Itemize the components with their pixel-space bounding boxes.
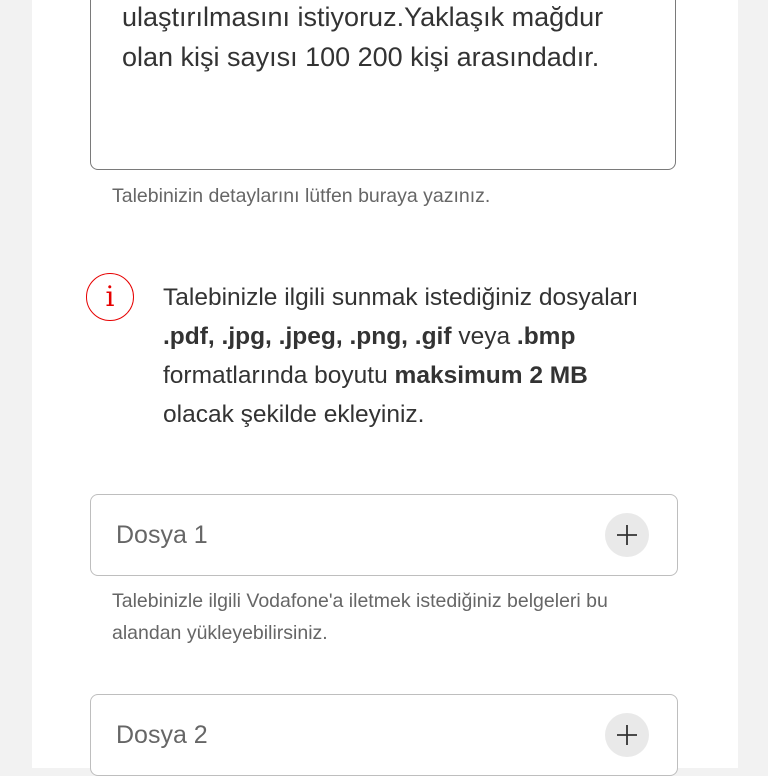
file-format-info: [163, 278, 723, 434]
info-line-4: olacak şekilde ekleyiniz.: [163, 401, 425, 428]
file-upload-1-label: Dosya 1: [116, 521, 208, 549]
info-max-size: maksimum 2 MB: [394, 362, 588, 389]
info-formats: .pdf, .jpg, .jpeg, .png, .gif: [163, 323, 452, 350]
info-icon: i: [86, 273, 134, 321]
file-upload-2-label: Dosya 2: [116, 721, 208, 749]
details-textarea-value: ulaştırılmasını istiyoruz.Yaklaşık mağdur olan kişi sayısı 100 200 kişi arasındadır.: [122, 2, 604, 72]
file-upload-2-add-button[interactable]: [605, 713, 649, 757]
form-page: [32, 0, 738, 768]
plus-icon: [616, 524, 638, 546]
details-textarea[interactable]: [90, 0, 676, 170]
info-line-3: formatlarında boyutu: [163, 362, 395, 389]
details-helper-text: Talebinizin detaylarını lütfen buraya yazınız.: [112, 185, 491, 207]
file-upload-1[interactable]: [90, 494, 678, 576]
info-line-1: Talebinizle ilgili sunmak istediğiniz dosyaları: [163, 284, 639, 311]
plus-icon: [616, 724, 638, 746]
file-upload-2[interactable]: [90, 694, 678, 776]
info-bmp: .bmp: [516, 323, 576, 350]
info-veya: veya: [451, 323, 517, 350]
file-upload-1-add-button[interactable]: [605, 513, 649, 557]
file-upload-1-helper: Talebinizle ilgili Vodafone'a iletmek istediğiniz belgeleri bu alandan yükleyebilirsiniz.: [112, 590, 608, 644]
